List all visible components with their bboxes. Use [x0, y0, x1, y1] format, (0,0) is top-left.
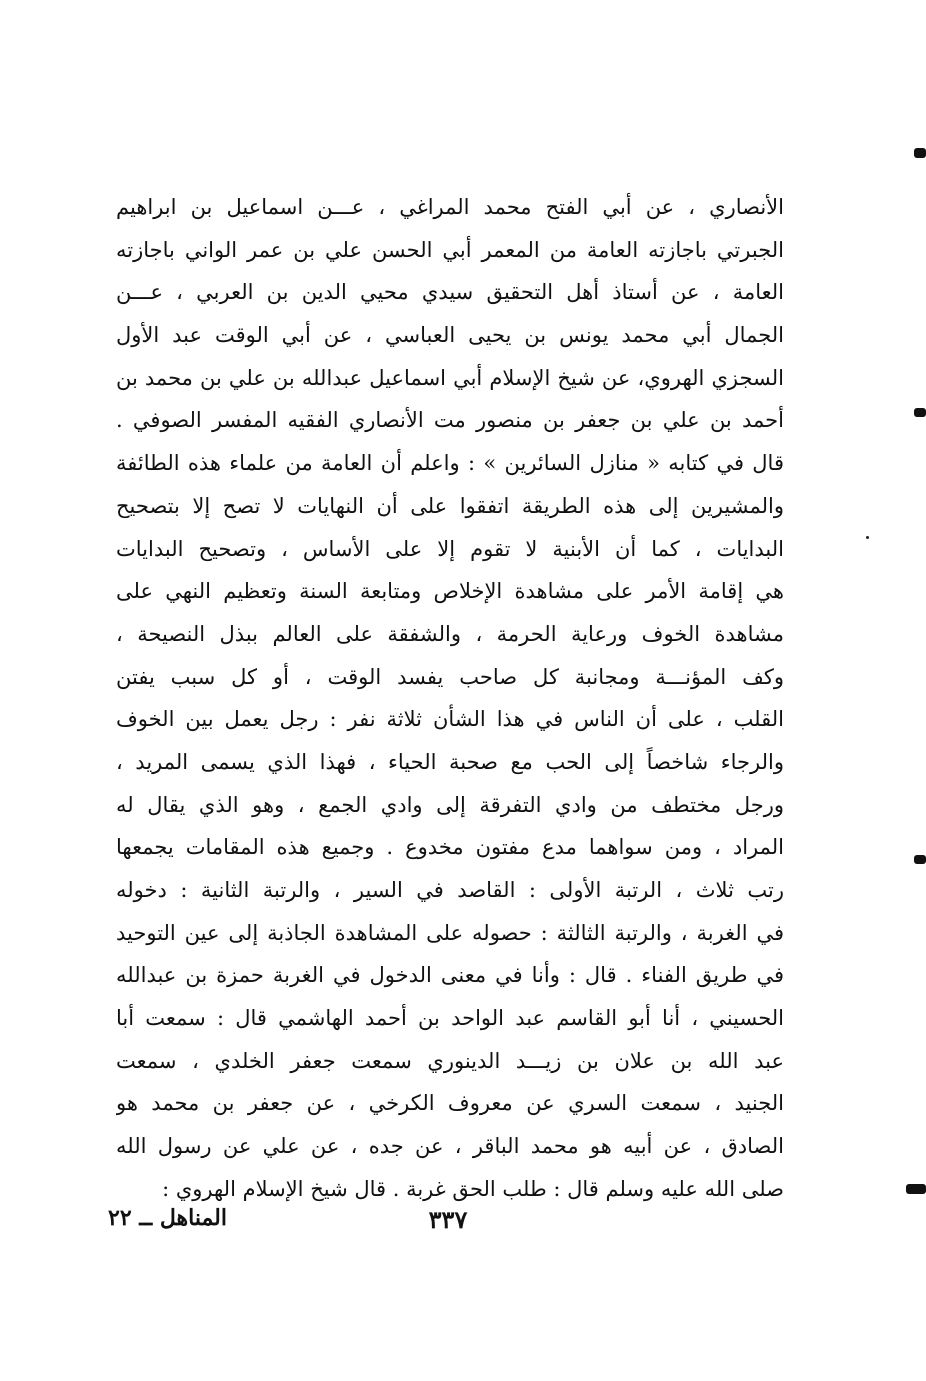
text-line: الجنيد ، سمعت السري عن معروف الكرخي ، عن جعفر بن محمد هو: [116, 1091, 784, 1116]
text-line: وكف المؤنـــة ومجانبة كل صاحب يفسد الوقت ، أو كل سبب يفتن: [116, 664, 784, 689]
text-line: الجمال أبي محمد يونس بن يحيى العباسي ، عن أبي الوقت عبد الأول: [116, 323, 784, 348]
text-line: الحسيني ، أنا أبو القاسم عبد الواحد بن أحمد الهاشمي قال : سمعت أبا: [116, 1006, 784, 1031]
scan-edge-mark: [914, 855, 926, 864]
text-line: والمشيرين إلى هذه الطريقة اتفقوا على أن النهايات لا تصح إلا بتصحيح: [116, 493, 784, 518]
text-line: هي إقامة الأمر على مشاهدة الإخلاص ومتابعة السنة وتعظيم النهي على: [116, 579, 784, 604]
text-line: في الغربة ، والرتبة الثالثة : حصوله على المشاهدة الجاذبة إلى عين التوحيد: [116, 920, 784, 945]
text-line: صلى الله عليه وسلم قال : طلب الحق غربة . قال شيخ الإسلام الهروي :: [162, 1176, 784, 1201]
text-line: رتب ثلاث ، الرتبة الأولى : القاصد في السير ، والرتبة الثانية : دخوله: [116, 878, 784, 902]
text-line: الجبرتي باجازته العامة من المعمر أبي الحسن علي بن عمر الواني باجازته: [116, 237, 784, 262]
text-line: ورجل مختطف من وادي التفرقة إلى وادي الجمع ، وهو الذي يقال له: [116, 792, 784, 817]
text-line: العامة ، عن أستاذ أهل التحقيق سيدي محيي الدين بن العربي ، عـــن: [116, 280, 784, 305]
text-line: عبد الله بن علان بن زيـــد الدينوري سمعت جعفر الخلدي ، سمعت: [116, 1048, 784, 1073]
text-line: السجزي الهروي، عن شيخ الإسلام أبي اسماعيل عبدالله بن علي بن محمد بن: [116, 365, 784, 390]
text-line: قال في كتابه « منازل السائرين » : واعلم أن العامة من علماء هذه الطائفة: [116, 451, 784, 476]
signature-mark: المناهل ــ ٢٢: [108, 1205, 227, 1231]
text-line: في طريق الفناء . قال : وأنا في معنى الدخول في الغربة حمزة بن عبدالله: [116, 963, 784, 988]
scan-edge-mark: [914, 148, 926, 158]
scan-edge-mark: [914, 408, 926, 417]
scan-speck: [866, 536, 869, 539]
text-line: المراد ، ومن سواهما مدع مفتون مخدوع . وجميع هذه المقامات يجمعها: [116, 835, 784, 860]
page-number: ٣٣٧: [428, 1205, 468, 1234]
text-line: والرجاء شاخصاً إلى الحب مع صحبة الحياء ، فهذا الذي يسمى المريد ،: [116, 749, 784, 774]
text-line: القلب ، على أن الناس في هذا الشأن ثلاثة نفر : رجل يعمل بين الخوف: [116, 707, 784, 732]
scan-edge-mark: [906, 1184, 926, 1194]
body-text: [116, 186, 784, 1211]
text-line: أحمد بن علي بن جعفر بن منصور مت الأنصاري الفقيه المفسر الصوفي .: [116, 408, 784, 433]
text-line: مشاهدة الخوف ورعاية الحرمة ، والشفقة على العالم ببذل النصيحة ،: [116, 621, 784, 646]
text-line: الأنصاري ، عن أبي الفتح محمد المراغي ، عـــن اسماعيل بن ابراهيم: [116, 195, 784, 219]
text-line: الصادق ، عن أبيه هو محمد الباقر ، عن جده ، عن علي عن رسول الله: [116, 1134, 784, 1159]
text-line: البدايات ، كما أن الأبنية لا تقوم إلا على الأساس ، وتصحيح البدايات: [116, 536, 784, 561]
